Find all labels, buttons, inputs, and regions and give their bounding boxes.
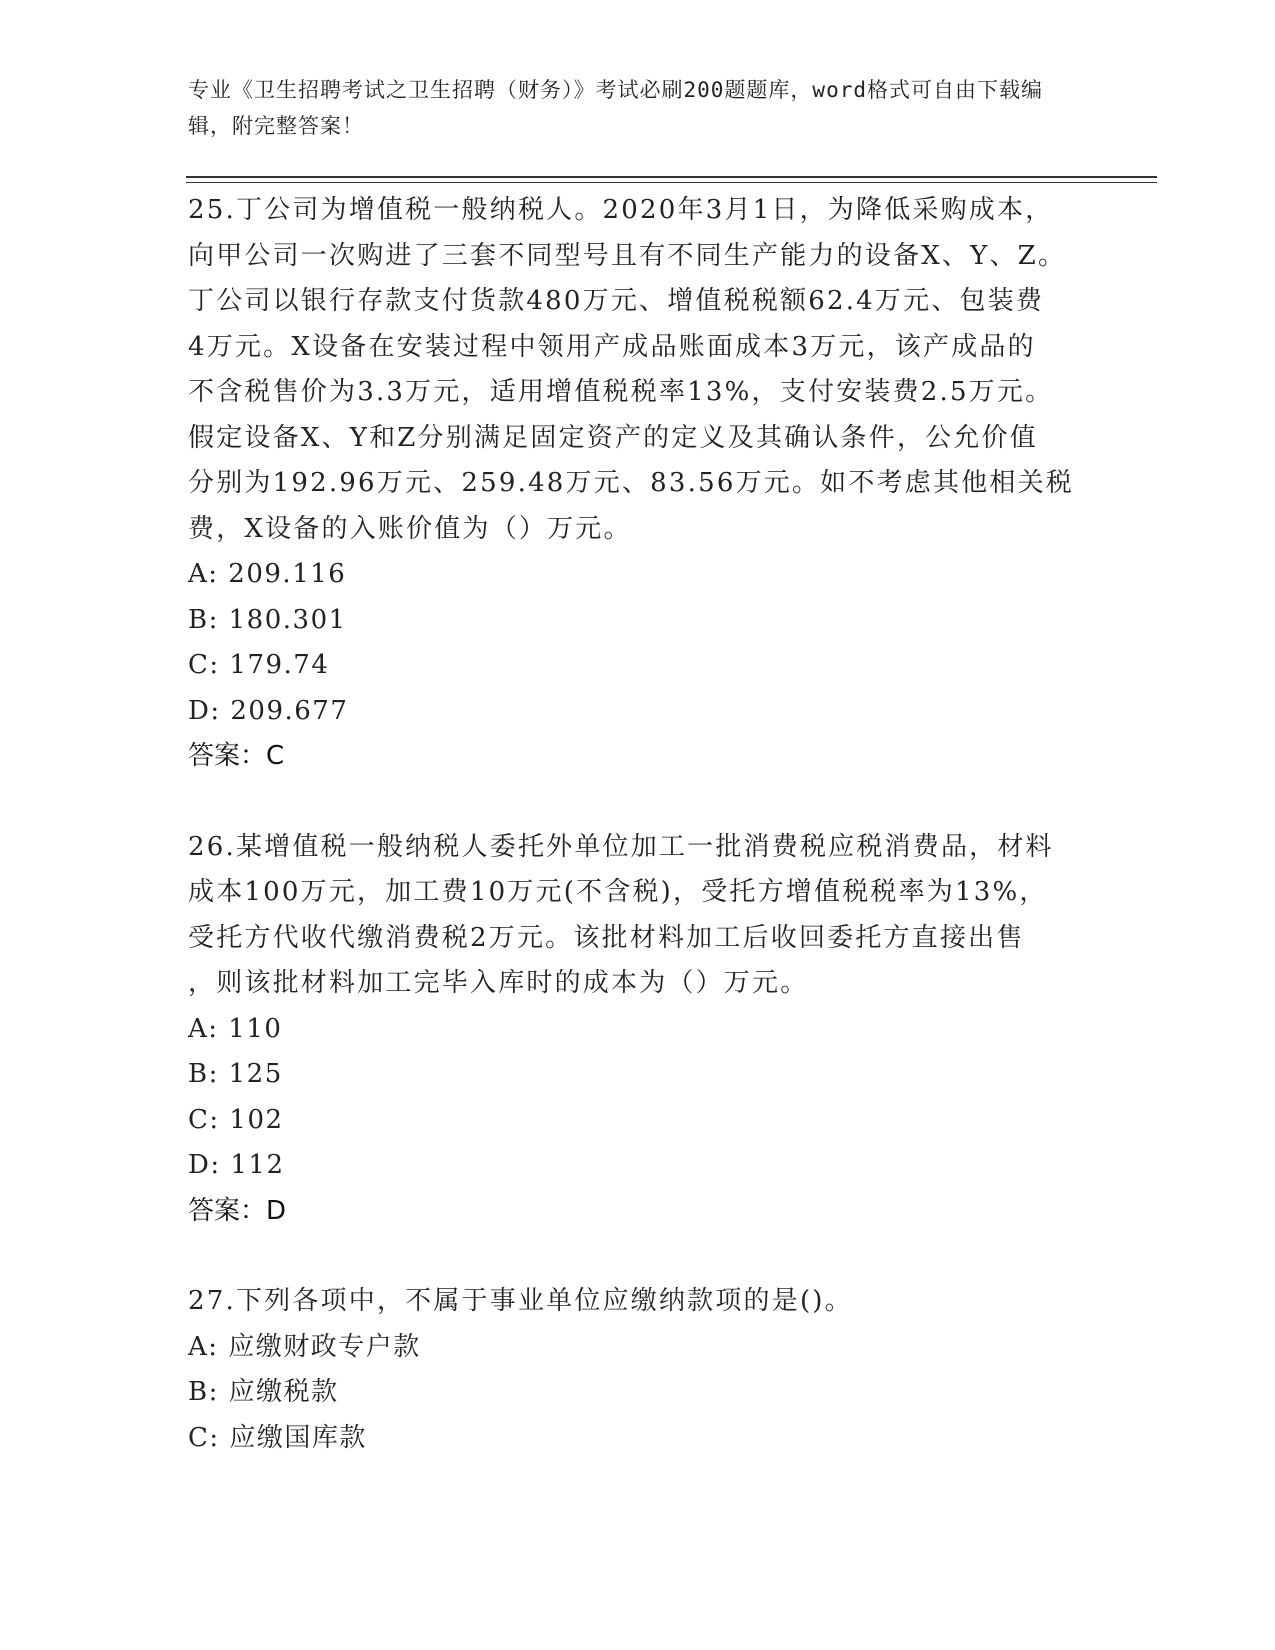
option-c: C: 102: [188, 1104, 284, 1135]
document-header: 专业《卫生招聘考试之卫生招聘（财务）》考试必刷200题题库，word格式可自由下载编辑，附完整答案！: [188, 78, 1043, 138]
question-text-line: 成本100万元，加工费10万元(不含税)，受托方增值税税率为13%，: [188, 877, 1048, 907]
answer-label: 答案：D: [188, 1195, 287, 1226]
option-c: C: 应缴国库款: [188, 1422, 367, 1453]
option-a: A: 应缴财政专户款: [188, 1331, 421, 1362]
question-text-line: 受托方代收代缴消费税2万元。该批材料加工后收回委托方直接出售: [188, 922, 1025, 953]
option-a: A: 110: [188, 1013, 283, 1044]
question-text-line: ，则该批材料加工完毕入库时的成本为（）万元。: [188, 968, 809, 998]
answer-label: 答案：C: [188, 741, 285, 771]
header-rule-thin: [186, 182, 1157, 183]
option-c: C: 179.74: [188, 650, 330, 680]
header-rule-thick: [186, 176, 1157, 178]
question-text-line: 27.下列各项中，不属于事业单位应缴纳款项的是()。: [188, 1286, 853, 1316]
question-text-line: 4万元。X设备在安装过程中领用产成品账面成本3万元，该产成品的: [188, 331, 1036, 362]
question-text-line: 丁公司以银行存款支付货款480万元、增值税税额62.4万元、包装费: [188, 286, 1045, 316]
question-26: [188, 825, 1088, 1235]
option-b: B: 应缴税款: [188, 1377, 339, 1407]
question-text-line: 假定设备X、Y和Z分别满足固定资产的定义及其确认条件，公允价值: [188, 422, 1038, 453]
question-25: [188, 188, 1088, 780]
option-b: B: 180.301: [188, 604, 347, 635]
question-text-line: 分别为192.96万元、259.48万元、83.56万元。如不考虑其他相关税: [188, 468, 1074, 498]
question-text-line: 不含税售价为3.3万元，适用增值税税率13%，支付安装费2.5万元。: [188, 377, 1054, 407]
question-spacer: [188, 780, 1088, 825]
question-spacer: [188, 1234, 1088, 1279]
question-text-line: 25.丁公司为增值税一般纳税人。2020年3月1日，为降低采购成本，: [188, 195, 1054, 225]
option-b: B: 125: [188, 1059, 283, 1089]
option-a: A: 209.116: [188, 559, 347, 589]
question-text-line: 费，X设备的入账价值为（）万元。: [188, 513, 632, 544]
option-d: D: 112: [188, 1150, 285, 1180]
question-list: [188, 188, 1088, 1461]
option-d: D: 209.677: [188, 695, 349, 726]
question-text-line: 26.某增值税一般纳税人委托外单位加工一批消费税应税消费品，材料: [188, 831, 1054, 862]
question-text-line: 向甲公司一次购进了三套不同型号且有不同生产能力的设备X、Y、Z。: [188, 240, 1067, 271]
question-27: [188, 1279, 1088, 1461]
